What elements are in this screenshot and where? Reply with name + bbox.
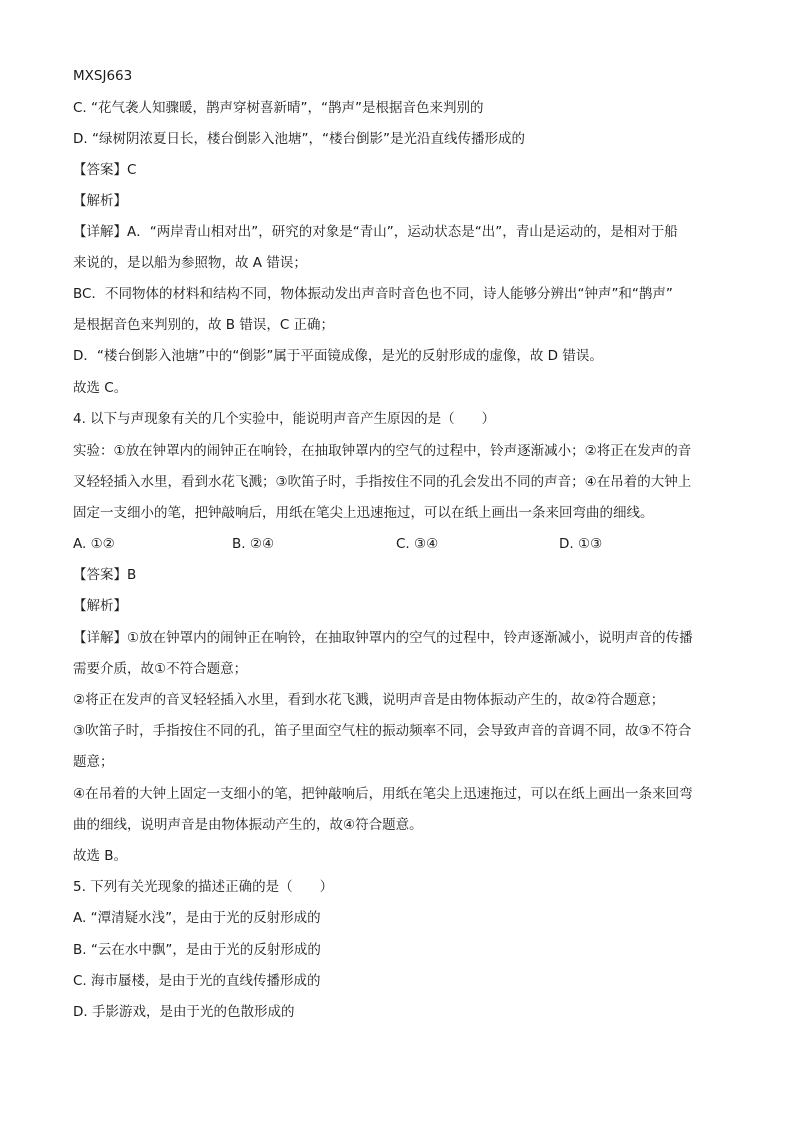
q4-option-d: D. ①③: [559, 536, 603, 552]
q4-detail-line-2: 需要介质，故①不符合题意；: [73, 661, 248, 677]
q4-detail-line-4: ③吹笛子时，手指按住不同的孔，笛子里面空气柱的振动频率不同，会导致声音的音调不同，故③不符合: [73, 723, 692, 739]
q5-option-a: A. “潭清疑水浅”，是由于光的反射形成的: [73, 910, 321, 926]
q4-option-c: C. ③④: [396, 536, 439, 552]
q4-option-a: A. ①②: [73, 536, 115, 552]
q5-option-d: D. 手影游戏，是由于光的色散形成的: [73, 1004, 295, 1020]
q4-detail-line-6: ④在吊着的大钟上固定一支细小的笔，把钟敲响后，用纸在笔尖上迅速拖过，可以在纸上画出一条来回弯: [73, 786, 693, 802]
q4-answer: 【答案】B: [73, 567, 137, 583]
q4-detail-line-1: 【详解】①放在钟罩内的闹钟正在响铃，在抽取钟罩内的空气的过程中，铃声逐渐减小，说明声音的传播: [73, 630, 693, 646]
q4-option-b: B. ②④: [232, 536, 275, 552]
q3-answer: 【答案】C: [73, 162, 137, 178]
q4-experiment-line-2: 叉轻轻插入水里，看到水花飞溅；③吹笛子时，手指按住不同的孔会发出不同的声音；④在吊着的大钟上: [73, 474, 692, 490]
q3-option-c: C. “花气袭人知骤暖，鹊声穿树喜新晴”，“鹊声”是根据音色来判别的: [73, 100, 484, 116]
q3-conclusion: 故选 C。: [73, 380, 128, 396]
q4-detail-line-3: ②将正在发声的音叉轻轻插入水里，看到水花飞溅，说明声音是由物体振动产生的，故②符合题意；: [73, 692, 665, 708]
q4-experiment-line-1: 实验：①放在钟罩内的闹钟正在响铃，在抽取钟罩内的空气的过程中，铃声逐渐减小；②将正在发声的音: [73, 443, 692, 459]
q3-detail-line-2: 来说的，是以船为参照物，故 A 错误；: [73, 255, 307, 271]
header-code: MXSJ663: [73, 68, 133, 84]
q5-option-b: B. “云在水中飘”，是由于光的反射形成的: [73, 942, 321, 958]
q3-detail-line-4: 是根据音色来判别的，故 B 错误，C 正确；: [73, 317, 335, 333]
q3-detail-line-3: BC．不同物体的材料和结构不同，物体振动发出声音时音色也不同，诗人能够分辨出“钟声”和“鹊声”: [73, 286, 673, 302]
q3-option-d: D. “绿树阴浓夏日长，楼台倒影入池塘”，“楼台倒影”是光沿直线传播形成的: [73, 131, 525, 147]
q4-stem: 4. 以下与声现象有关的几个实验中，能说明声音产生原因的是（ ）: [73, 411, 496, 427]
q4-experiment-line-3: 固定一支细小的笔，把钟敲响后，用纸在笔尖上迅速拖过，可以在纸上画出一条来回弯曲的细线。: [73, 505, 654, 521]
q4-options: [73, 534, 733, 554]
q5-option-c: C. 海市蜃楼，是由于光的直线传播形成的: [73, 973, 321, 989]
q4-detail-line-5: 题意；: [73, 754, 114, 770]
q3-analysis-label: 【解析】: [73, 193, 127, 209]
q5-stem: 5. 下列有关光现象的描述正确的是（ ）: [73, 879, 334, 895]
q4-conclusion: 故选 B。: [73, 848, 128, 864]
q3-detail-line-1: 【详解】A．“两岸青山相对出”，研究的对象是“青山”，运动状态是“出”，青山是运动的，是相对于船: [73, 224, 678, 240]
q3-detail-line-5: D．“楼台倒影入池塘”中的“倒影”属于平面镜成像，是光的反射形成的虚像，故 D 错误。: [73, 348, 603, 364]
q4-analysis-label: 【解析】: [73, 598, 127, 614]
q4-detail-line-7: 曲的细线，说明声音是由物体振动产生的，故④符合题意。: [73, 817, 423, 833]
